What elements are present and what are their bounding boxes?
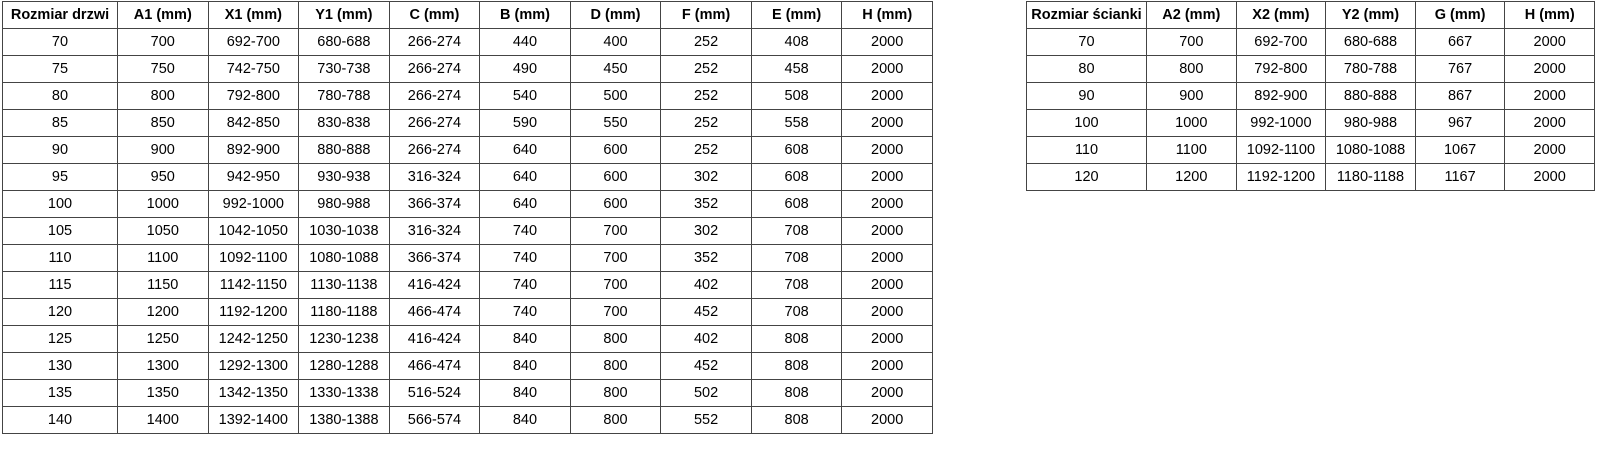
column-header: E (mm) — [751, 2, 842, 29]
table-cell: 1280-1288 — [299, 353, 390, 380]
table-cell: 750 — [118, 56, 209, 83]
table-cell: 708 — [751, 272, 842, 299]
table-cell: 252 — [661, 56, 752, 83]
header-row — [3, 2, 933, 29]
table-row — [3, 56, 933, 83]
table-cell: 1130-1138 — [299, 272, 390, 299]
table-cell: 840 — [480, 380, 571, 407]
table-cell: 680-688 — [299, 29, 390, 56]
table-cell: 840 — [480, 353, 571, 380]
table-cell: 1392-1400 — [208, 407, 299, 434]
table-cell: 840 — [480, 407, 571, 434]
table-row — [3, 245, 933, 272]
table-cell: 302 — [661, 218, 752, 245]
table-cell: 115 — [3, 272, 118, 299]
table-cell: 516-524 — [389, 380, 480, 407]
table-cell: 120 — [3, 299, 118, 326]
table-cell: 1080-1088 — [299, 245, 390, 272]
table-cell: 2000 — [842, 353, 933, 380]
table-cell: 266-274 — [389, 83, 480, 110]
table-cell: 2000 — [842, 272, 933, 299]
table-cell: 792-800 — [1236, 56, 1326, 83]
table-cell: 452 — [661, 353, 752, 380]
table-row — [3, 191, 933, 218]
column-header: H (mm) — [1505, 2, 1595, 29]
column-header: B (mm) — [480, 2, 571, 29]
table-cell: 100 — [3, 191, 118, 218]
table-cell: 667 — [1415, 29, 1505, 56]
table-cell: 980-988 — [1326, 110, 1416, 137]
table-cell: 730-738 — [299, 56, 390, 83]
table-cell: 2000 — [1505, 29, 1595, 56]
table-cell: 90 — [1027, 83, 1147, 110]
table-cell: 1180-1188 — [1326, 164, 1416, 191]
table-cell: 780-788 — [1326, 56, 1416, 83]
table-cell: 466-474 — [389, 353, 480, 380]
table-cell: 1142-1150 — [208, 272, 299, 299]
table-cell: 466-474 — [389, 299, 480, 326]
table-cell: 590 — [480, 110, 571, 137]
table-cell: 316-324 — [389, 164, 480, 191]
table-cell: 700 — [118, 29, 209, 56]
table-cell: 680-688 — [1326, 29, 1416, 56]
table-cell: 930-938 — [299, 164, 390, 191]
table-cell: 366-374 — [389, 191, 480, 218]
table-cell: 808 — [751, 326, 842, 353]
table-cell: 1150 — [118, 272, 209, 299]
table-cell: 2000 — [842, 380, 933, 407]
table-cell: 2000 — [842, 245, 933, 272]
table-cell: 70 — [1027, 29, 1147, 56]
table-row — [3, 353, 933, 380]
table-cell: 1200 — [118, 299, 209, 326]
column-header: X1 (mm) — [208, 2, 299, 29]
table-cell: 450 — [570, 56, 661, 83]
table-cell: 608 — [751, 164, 842, 191]
table-cell: 792-800 — [208, 83, 299, 110]
table-cell: 550 — [570, 110, 661, 137]
table-cell: 2000 — [842, 56, 933, 83]
header-row — [1027, 2, 1595, 29]
table-cell: 1230-1238 — [299, 326, 390, 353]
table-cell: 110 — [3, 245, 118, 272]
table-row — [1027, 164, 1595, 191]
table-cell: 500 — [570, 83, 661, 110]
table-cell: 900 — [118, 137, 209, 164]
table-cell: 992-1000 — [208, 191, 299, 218]
table-cell: 1167 — [1415, 164, 1505, 191]
table-cell: 252 — [661, 29, 752, 56]
table-cell: 458 — [751, 56, 842, 83]
table-cell: 80 — [1027, 56, 1147, 83]
table-cell: 540 — [480, 83, 571, 110]
table-cell: 800 — [118, 83, 209, 110]
column-header: X2 (mm) — [1236, 2, 1326, 29]
table-cell: 880-888 — [299, 137, 390, 164]
column-header: D (mm) — [570, 2, 661, 29]
table-cell: 740 — [480, 272, 571, 299]
table-cell: 2000 — [1505, 110, 1595, 137]
table-cell: 1100 — [118, 245, 209, 272]
table-cell: 1030-1038 — [299, 218, 390, 245]
table-cell: 2000 — [842, 407, 933, 434]
column-header: H (mm) — [842, 2, 933, 29]
table-cell: 892-900 — [208, 137, 299, 164]
table-row — [3, 218, 933, 245]
table-cell: 1080-1088 — [1326, 137, 1416, 164]
table-row — [3, 83, 933, 110]
table-cell: 2000 — [1505, 137, 1595, 164]
table-cell: 1400 — [118, 407, 209, 434]
table-cell: 1000 — [118, 191, 209, 218]
table-cell: 2000 — [1505, 83, 1595, 110]
table-cell: 1330-1338 — [299, 380, 390, 407]
table-cell: 700 — [570, 245, 661, 272]
table-cell: 980-988 — [299, 191, 390, 218]
table-cell: 1092-1100 — [1236, 137, 1326, 164]
table-cell: 942-950 — [208, 164, 299, 191]
table-cell: 1192-1200 — [1236, 164, 1326, 191]
table-cell: 366-374 — [389, 245, 480, 272]
table-cell: 1050 — [118, 218, 209, 245]
table-cell: 842-850 — [208, 110, 299, 137]
table-cell: 70 — [3, 29, 118, 56]
table-row — [3, 299, 933, 326]
table-cell: 1042-1050 — [208, 218, 299, 245]
table-cell: 2000 — [842, 326, 933, 353]
table-cell: 867 — [1415, 83, 1505, 110]
table-cell: 692-700 — [208, 29, 299, 56]
table-cell: 140 — [3, 407, 118, 434]
table-cell: 1292-1300 — [208, 353, 299, 380]
table-cell: 2000 — [842, 137, 933, 164]
table-cell: 352 — [661, 191, 752, 218]
table-cell: 742-750 — [208, 56, 299, 83]
table-cell: 780-788 — [299, 83, 390, 110]
table-cell: 402 — [661, 272, 752, 299]
table-cell: 1242-1250 — [208, 326, 299, 353]
table-cell: 692-700 — [1236, 29, 1326, 56]
table-cell: 252 — [661, 83, 752, 110]
table-row — [3, 137, 933, 164]
table-cell: 767 — [1415, 56, 1505, 83]
table-row — [1027, 29, 1595, 56]
table-cell: 408 — [751, 29, 842, 56]
table-cell: 2000 — [1505, 164, 1595, 191]
table-cell: 90 — [3, 137, 118, 164]
table-cell: 2000 — [1505, 56, 1595, 83]
table-cell: 800 — [570, 380, 661, 407]
table-cell: 130 — [3, 353, 118, 380]
table-row — [3, 380, 933, 407]
table-cell: 110 — [1027, 137, 1147, 164]
wall-size-table — [1026, 1, 1595, 191]
table-cell: 416-424 — [389, 326, 480, 353]
table-cell: 892-900 — [1236, 83, 1326, 110]
table-cell: 708 — [751, 245, 842, 272]
column-header: Rozmiar ścianki — [1027, 2, 1147, 29]
table-cell: 740 — [480, 218, 571, 245]
table-cell: 508 — [751, 83, 842, 110]
table-cell: 900 — [1147, 83, 1237, 110]
table-cell: 2000 — [842, 29, 933, 56]
table-cell: 740 — [480, 245, 571, 272]
column-header: G (mm) — [1415, 2, 1505, 29]
table-cell: 640 — [480, 137, 571, 164]
table-cell: 416-424 — [389, 272, 480, 299]
table-cell: 808 — [751, 407, 842, 434]
column-header: A1 (mm) — [118, 2, 209, 29]
table-row — [3, 110, 933, 137]
table-cell: 600 — [570, 191, 661, 218]
table-row — [3, 164, 933, 191]
table-cell: 808 — [751, 353, 842, 380]
table-cell: 302 — [661, 164, 752, 191]
table-cell: 950 — [118, 164, 209, 191]
table-cell: 600 — [570, 137, 661, 164]
table-cell: 992-1000 — [1236, 110, 1326, 137]
table-cell: 830-838 — [299, 110, 390, 137]
table-cell: 1092-1100 — [208, 245, 299, 272]
table-cell: 640 — [480, 164, 571, 191]
table-cell: 502 — [661, 380, 752, 407]
table-cell: 700 — [570, 272, 661, 299]
column-header: A2 (mm) — [1147, 2, 1237, 29]
table-row — [3, 407, 933, 434]
table-cell: 252 — [661, 110, 752, 137]
table-cell: 640 — [480, 191, 571, 218]
table-cell: 967 — [1415, 110, 1505, 137]
table-cell: 135 — [3, 380, 118, 407]
table-cell: 75 — [3, 56, 118, 83]
table-row — [3, 326, 933, 353]
table-row — [1027, 110, 1595, 137]
table-cell: 2000 — [842, 110, 933, 137]
table-cell: 800 — [570, 326, 661, 353]
table-cell: 266-274 — [389, 137, 480, 164]
table-row — [1027, 137, 1595, 164]
table-cell: 85 — [3, 110, 118, 137]
door-size-table — [2, 1, 933, 434]
table-cell: 400 — [570, 29, 661, 56]
table-cell: 316-324 — [389, 218, 480, 245]
table-row — [1027, 83, 1595, 110]
table-cell: 266-274 — [389, 56, 480, 83]
table-cell: 1300 — [118, 353, 209, 380]
table-row — [3, 272, 933, 299]
table-cell: 708 — [751, 299, 842, 326]
table-cell: 808 — [751, 380, 842, 407]
table-cell: 1180-1188 — [299, 299, 390, 326]
table-cell: 1250 — [118, 326, 209, 353]
table-cell: 402 — [661, 326, 752, 353]
table-cell: 800 — [570, 353, 661, 380]
table-cell: 2000 — [842, 299, 933, 326]
column-header: Rozmiar drzwi — [3, 2, 118, 29]
table-cell: 1342-1350 — [208, 380, 299, 407]
table-cell: 2000 — [842, 83, 933, 110]
column-header: F (mm) — [661, 2, 752, 29]
table-cell: 120 — [1027, 164, 1147, 191]
table-cell: 266-274 — [389, 29, 480, 56]
table-cell: 800 — [570, 407, 661, 434]
table-cell: 1192-1200 — [208, 299, 299, 326]
table-cell: 440 — [480, 29, 571, 56]
table-cell: 352 — [661, 245, 752, 272]
table-cell: 490 — [480, 56, 571, 83]
table-cell: 1380-1388 — [299, 407, 390, 434]
table-cell: 1200 — [1147, 164, 1237, 191]
table-row — [3, 29, 933, 56]
table-cell: 1067 — [1415, 137, 1505, 164]
table-cell: 558 — [751, 110, 842, 137]
table-cell: 2000 — [842, 218, 933, 245]
table-cell: 708 — [751, 218, 842, 245]
table-row — [1027, 56, 1595, 83]
table-cell: 700 — [570, 218, 661, 245]
column-header: Y1 (mm) — [299, 2, 390, 29]
table-cell: 608 — [751, 191, 842, 218]
table-cell: 2000 — [842, 191, 933, 218]
table-cell: 700 — [1147, 29, 1237, 56]
table-cell: 608 — [751, 137, 842, 164]
table-cell: 125 — [3, 326, 118, 353]
table-cell: 840 — [480, 326, 571, 353]
table-cell: 800 — [1147, 56, 1237, 83]
table-cell: 552 — [661, 407, 752, 434]
table-cell: 100 — [1027, 110, 1147, 137]
table-cell: 266-274 — [389, 110, 480, 137]
column-header: C (mm) — [389, 2, 480, 29]
table-cell: 850 — [118, 110, 209, 137]
table-cell: 880-888 — [1326, 83, 1416, 110]
table-cell: 566-574 — [389, 407, 480, 434]
table-cell: 252 — [661, 137, 752, 164]
table-cell: 105 — [3, 218, 118, 245]
table-cell: 80 — [3, 83, 118, 110]
table-cell: 600 — [570, 164, 661, 191]
table-cell: 452 — [661, 299, 752, 326]
table-cell: 1000 — [1147, 110, 1237, 137]
table-cell: 700 — [570, 299, 661, 326]
table-cell: 1350 — [118, 380, 209, 407]
table-cell: 95 — [3, 164, 118, 191]
table-cell: 740 — [480, 299, 571, 326]
table-cell: 1100 — [1147, 137, 1237, 164]
column-header: Y2 (mm) — [1326, 2, 1416, 29]
table-cell: 2000 — [842, 164, 933, 191]
